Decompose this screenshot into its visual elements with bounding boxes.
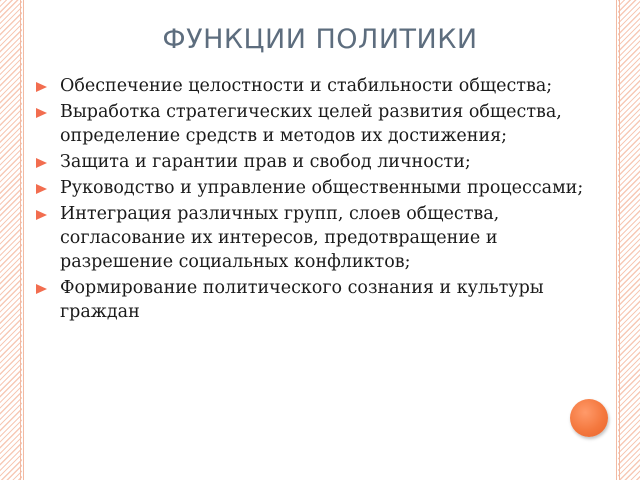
bullet-list — [36, 74, 596, 326]
left-border-line — [20, 0, 21, 480]
triangle-bullet-icon — [36, 210, 47, 220]
left-stripe-border — [0, 0, 22, 480]
slide-title: ФУНКЦИИ ПОЛИТИКИ — [162, 24, 478, 55]
bullet-item — [36, 150, 596, 174]
bullet-item — [36, 202, 596, 274]
triangle-bullet-icon — [36, 108, 47, 118]
bullet-text: Обеспечение целостности и стабильности общества; — [60, 76, 553, 96]
bullet-text: Защита и гарантии прав и свобод личности; — [60, 152, 471, 172]
right-border-line — [619, 0, 620, 480]
bullet-text: Интеграция различных групп, слоев общества, согласование их интересов, предотвращение и разрешение социальных конфликтов; — [60, 204, 500, 272]
bullet-item — [36, 176, 596, 200]
right-stripe-border — [618, 0, 640, 480]
left-border-line-inner — [23, 0, 24, 480]
bullet-item — [36, 100, 596, 148]
triangle-bullet-icon — [36, 284, 47, 294]
bullet-text: Руководство и управление общественными процессами; — [60, 178, 584, 198]
triangle-bullet-icon — [36, 82, 47, 92]
bullet-item — [36, 276, 596, 324]
triangle-bullet-icon — [36, 184, 47, 194]
triangle-bullet-icon — [36, 158, 47, 168]
orange-circle-decoration — [570, 399, 608, 437]
right-border-line-inner — [616, 0, 617, 480]
bullet-text: Выработка стратегических целей развития общества, определение средств и методов их достижения; — [60, 102, 562, 146]
bullet-text: Формирование политического сознания и культуры граждан — [60, 278, 544, 322]
bullet-item — [36, 74, 596, 98]
